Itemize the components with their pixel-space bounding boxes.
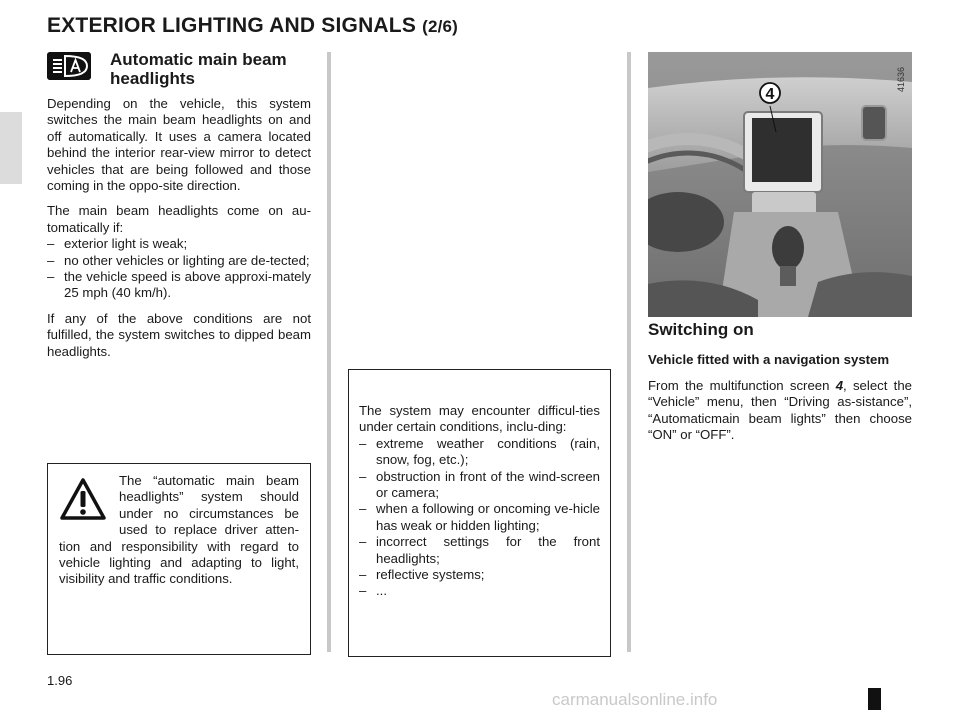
dashboard-illustration <box>648 52 912 317</box>
instruction-paragraph <box>648 378 912 444</box>
warning-text: The “automatic main beam headlights” system should under no circumstances be used to replace driver atten-tion and responsibility with regard to vehicle lighting and adapting to light, visibility and traffic conditions. <box>59 473 299 587</box>
automatic-main-beam-icon <box>47 52 91 80</box>
limitations-intro: The system may encounter difficul-ties under certain conditions, inclu-ding: <box>359 403 600 435</box>
list-item: – exterior light is weak; <box>47 236 188 252</box>
figure-code: 41636 <box>896 66 906 92</box>
limitations-box <box>348 369 611 657</box>
column-divider-right <box>627 52 631 652</box>
list-item-text: obstruction in front of the wind-screen or camera; <box>376 468 600 501</box>
section-heading <box>47 50 311 88</box>
chapter-tab <box>0 112 22 184</box>
page-title-part: (2/6) <box>422 17 459 36</box>
section-title <box>110 50 287 88</box>
list-item-text: exterior light is weak; <box>64 236 188 252</box>
section-title-line1: Automatic main beam <box>110 50 287 69</box>
fallback-paragraph: If any of the above conditions are not fulfilled, the system switches to dipped beam headlights. <box>47 310 311 359</box>
footer-marker <box>868 688 881 710</box>
list-item: – reflective systems; <box>359 567 485 583</box>
column-divider-left <box>327 52 331 652</box>
list-item-text: no other vehicles or lighting are de-tected; <box>64 252 310 268</box>
list-item-text: ... <box>376 583 387 599</box>
switching-on-section <box>648 322 912 452</box>
callout-4: 4 <box>765 86 775 103</box>
warning-box <box>47 463 311 655</box>
navigation-subhead: Vehicle fitted with a navigation system <box>648 352 890 368</box>
list-item: – the vehicle speed is above approxi-mately 25 mph (40 km/h). <box>47 269 311 301</box>
list-item: – ... <box>359 583 387 599</box>
screen-reference: 4 <box>835 377 844 393</box>
list-item-text: when a following or oncoming ve-hicle has weak or hidden lighting; <box>376 501 600 533</box>
conditions-intro: The main beam headlights come on au-tomatically if: <box>47 203 311 235</box>
section-title-line2: headlights <box>110 69 196 88</box>
page-title <box>47 14 458 38</box>
limitations-list <box>359 436 600 600</box>
page-number: 1.96 <box>47 673 73 688</box>
instruction-text-start: From the multifunction screen <box>648 377 836 393</box>
page-title-text: EXTERIOR LIGHTING AND SIGNALS <box>47 14 417 37</box>
warning-triangle-icon <box>59 477 107 521</box>
list-item-text: incorrect settings for the front headlights; <box>376 534 600 566</box>
instruction-text-end: , select the “Vehicle” menu, then “Driving as-sistance”, “Automaticmain beam lights” then choose “ON” or “OFF”. <box>648 377 912 443</box>
dashboard-drawing <box>648 52 912 317</box>
watermark: carmanualsonline.info <box>552 690 718 709</box>
automatic-main-beam-section <box>47 50 311 369</box>
list-item-text: reflective systems; <box>376 567 485 583</box>
list-item: – when a following or oncoming ve-hicle has weak or hidden lighting; <box>359 501 600 533</box>
list-item: – no other vehicles or lighting are de-tected; <box>47 252 310 268</box>
conditions-list <box>47 236 311 302</box>
switching-on-title: Switching on <box>648 320 754 339</box>
description-paragraph: Depending on the vehicle, this system switches the main beam headlights on and off automatically. It uses a camera located behind the interior rear-view mirror to detect vehicles that are being followed and those coming in the oppo-site direction. <box>47 96 311 194</box>
list-item-text: extreme weather conditions (rain, snow, fog, etc.); <box>376 435 600 468</box>
list-item: – incorrect settings for the front headlights; <box>359 534 600 566</box>
list-item: – extreme weather conditions (rain, snow, fog, etc.); <box>359 435 600 468</box>
list-item-text: the vehicle speed is above approxi-mately 25 mph (40 km/h). <box>64 269 311 301</box>
list-item: – obstruction in front of the wind-screen or camera; <box>359 468 600 501</box>
